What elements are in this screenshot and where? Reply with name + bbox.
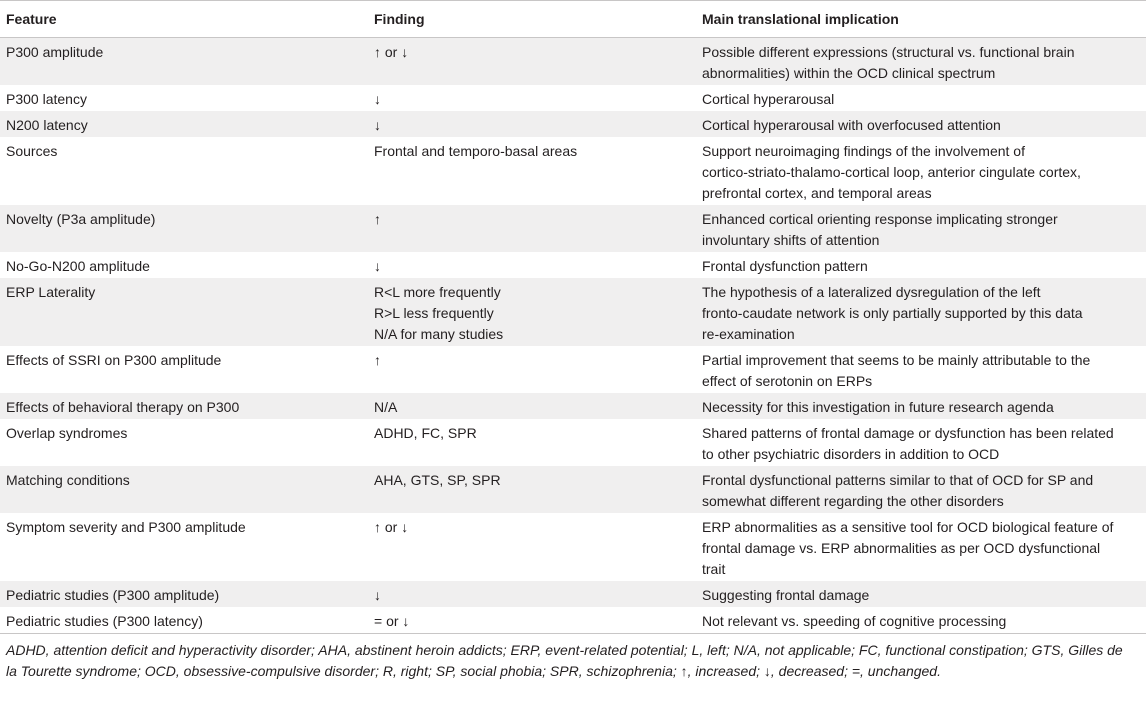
table-row [0,85,1146,111]
feature-text: Symptom severity and P300 amplitude [6,519,246,535]
feature-cell [0,205,368,252]
feature-text: P300 amplitude [6,44,104,60]
implication-cell [696,205,1146,252]
feature-text: Overlap syndromes [6,425,128,441]
table-row [0,205,1146,252]
finding-text: ↑ or ↓ [374,519,409,535]
table-row [0,111,1146,137]
feature-cell [0,513,368,581]
finding-text: ↓ [374,117,381,133]
table-row [0,278,1146,346]
feature-text: P300 latency [6,91,87,107]
feature-text: Matching conditions [6,472,130,488]
header-feature: Feature [0,1,368,38]
implication-text: Suggesting frontal damage [702,587,870,603]
finding-text: Frontal and temporo-basal areas [374,143,578,159]
implication-cell [696,581,1146,607]
table-row [0,607,1146,634]
table-row [0,137,1146,205]
table-header [0,1,1146,38]
implication-cell [696,393,1146,419]
implication-cell [696,513,1146,581]
feature-cell [0,393,368,419]
feature-text: Effects of SSRI on P300 amplitude [6,352,222,368]
table-row [0,466,1146,513]
implication-text: Cortical hyperarousal with overfocused attention [702,117,1001,133]
header-finding: Finding [368,1,696,38]
finding-text: ↓ [374,91,381,107]
feature-cell [0,111,368,137]
table-row [0,393,1146,419]
implication-text: Support neuroimaging findings of the involvement of cortico-striato-thalamo-cortical loop, anterior cingulate cortex, prefrontal cortex, and temporal areas [702,143,1081,201]
finding-text: N/A [374,399,398,415]
finding-cell [368,278,696,346]
implication-cell [696,607,1146,634]
finding-text: ADHD, FC, SPR [374,425,477,441]
feature-text: ERP Laterality [6,284,96,300]
finding-cell [368,252,696,278]
finding-cell [368,581,696,607]
implication-text: The hypothesis of a lateralized dysregulation of the left fronto-caudate network is only partially supported by this data re-examination [702,284,1083,342]
header-row [0,1,1146,38]
feature-cell [0,607,368,634]
finding-text: ↓ [374,587,381,603]
feature-cell [0,85,368,111]
table-row [0,513,1146,581]
implication-cell [696,38,1146,86]
implication-cell [696,346,1146,393]
table-row [0,252,1146,278]
finding-text: ↑ [374,211,381,227]
implication-cell [696,137,1146,205]
feature-cell [0,137,368,205]
table-row [0,346,1146,393]
feature-text: Pediatric studies (P300 latency) [6,613,203,629]
finding-cell [368,137,696,205]
implication-text: Shared patterns of frontal damage or dysfunction has been related to other psychiatric disorders in addition to OCD [702,425,1114,462]
implication-cell [696,85,1146,111]
implication-text: Not relevant vs. speeding of cognitive processing [702,613,1007,629]
implication-text: Frontal dysfunction pattern [702,258,868,274]
implication-text: ERP abnormalities as a sensitive tool for OCD biological feature of frontal damage vs. ERP abnormalities as per OCD dysfunctional trait [702,519,1114,577]
implication-text: Necessity for this investigation in future research agenda [702,399,1054,415]
table-body [0,38,1146,634]
implication-text: Partial improvement that seems to be mainly attributable to the effect of serotonin on ERPs [702,352,1091,389]
finding-text: ↑ [374,352,381,368]
finding-cell [368,419,696,466]
finding-text: ↓ [374,258,381,274]
implication-cell [696,278,1146,346]
finding-cell [368,513,696,581]
implication-text: Cortical hyperarousal [702,91,835,107]
feature-cell [0,278,368,346]
finding-cell [368,607,696,634]
finding-cell [368,38,696,86]
finding-text: R<L more frequently R>L less frequently N/A for many studies [374,284,504,342]
table-row [0,419,1146,466]
finding-cell [368,393,696,419]
header-implication: Main translational implication [696,1,1146,38]
finding-text: ↑ or ↓ [374,44,409,60]
finding-cell [368,205,696,252]
feature-text: N200 latency [6,117,88,133]
table-row [0,38,1146,86]
implication-text: Possible different expressions (structural vs. functional brain abnormalities) within the OCD clinical spectrum [702,44,1075,81]
implication-cell [696,419,1146,466]
finding-cell [368,346,696,393]
finding-cell [368,111,696,137]
feature-text: Effects of behavioral therapy on P300 [6,399,240,415]
finding-cell [368,466,696,513]
finding-cell [368,85,696,111]
feature-text: Novelty (P3a amplitude) [6,211,156,227]
feature-text: Pediatric studies (P300 amplitude) [6,587,220,603]
feature-text: No-Go-N200 amplitude [6,258,150,274]
feature-cell [0,38,368,86]
table-footnote: ADHD, attention deficit and hyperactivity disorder; AHA, abstinent heroin addicts; ERP, event-related potential; L, left; N/A, not applicable; FC, functional constipation; GTS, Gilles de la Tourette syndrome; OCD, obsessive-compulsive disorder; R, right; SP, social phobia; SPR, schizophrenia; ↑, increased; ↓, decreased; =, unchanged. [6,642,1123,679]
implication-cell [696,111,1146,137]
feature-text: Sources [6,143,58,159]
implication-text: Enhanced cortical orienting response implicating stronger involuntary shifts of attention [702,211,1058,248]
feature-cell [0,466,368,513]
finding-text: AHA, GTS, SP, SPR [374,472,501,488]
implication-cell [696,466,1146,513]
implication-cell [696,252,1146,278]
feature-cell [0,419,368,466]
feature-cell [0,346,368,393]
finding-text: = or ↓ [374,613,410,629]
feature-cell [0,581,368,607]
table-row [0,581,1146,607]
implication-text: Frontal dysfunctional patterns similar to that of OCD for SP and somewhat different regarding the other disorders [702,472,1094,509]
feature-cell [0,252,368,278]
